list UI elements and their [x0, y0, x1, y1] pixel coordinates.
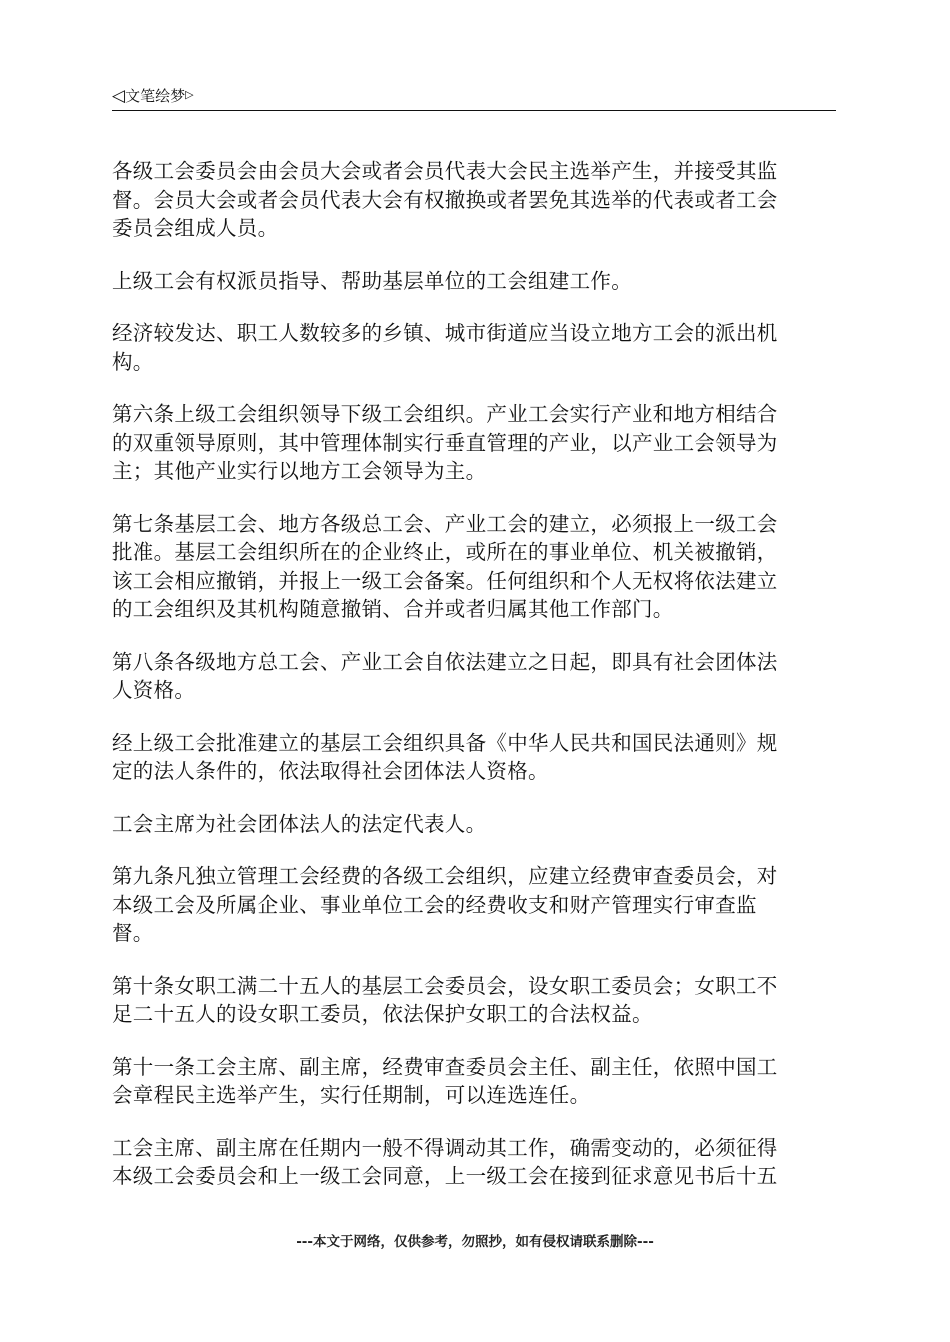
paragraph-article-8 [112, 648, 812, 705]
text-line: 的工会组织及其机构随意撤销、合并或者归属其他工作部门。 [112, 597, 674, 621]
text-line: 工会主席为社会团体法人的法定代表人。 [112, 811, 487, 836]
paragraph-article-6 [112, 400, 812, 486]
paragraph-legal-person [112, 729, 812, 786]
paragraph-3 [112, 319, 812, 376]
page-footer-disclaimer: ---本文于网络，仅供参考，勿照抄，如有侵权请联系删除--- [296, 1234, 654, 1250]
text-line: 主；其他产业实行以地方工会领导为主。 [112, 459, 487, 483]
paragraph-article-9 [112, 862, 812, 948]
paragraph-chairman-transfer [112, 1134, 812, 1191]
paragraph-article-11 [112, 1053, 812, 1110]
text-line: 人资格。 [112, 678, 196, 702]
text-line: 各级工会委员会由会员大会或者会员代表大会民主选举产生，并接受其监 [112, 159, 778, 183]
left-triangle-icon: ◁ [112, 86, 126, 106]
text-line: 本级工会及所属企业、事业单位工会的经费收支和财产管理实行审查监 [112, 892, 757, 917]
paragraph-1 [112, 157, 812, 243]
text-line: 第十条女职工满二十五人的基层工会委员会，设女职工委员会；女职工不 [112, 973, 778, 998]
text-line: 上级工会有权派员指导、帮助基层单位的工会组建工作。 [112, 268, 632, 293]
text-line: 的双重领导原则，其中管理体制实行垂直管理的产业，以产业工会领导为 [112, 430, 778, 455]
text-line: 督。会员大会或者会员代表大会有权撤换或者罢免其选举的代表或者工会 [112, 187, 778, 212]
text-line: 经上级工会批准建立的基层工会组织具备《中华人民共和国民法通则》规 [112, 730, 778, 755]
text-line: 本级工会委员会和上一级工会同意，上一级工会在接到征求意见书后十五 [112, 1164, 778, 1188]
text-line: 第七条基层工会、地方各级总工会、产业工会的建立，必须报上一级工会 [112, 511, 778, 536]
text-line: 工会主席、副主席在任期内一般不得调动其工作，确需变动的，必须征得 [112, 1135, 778, 1160]
text-line: 督。 [112, 921, 154, 945]
text-line: 批准。基层工会组织所在的企业终止，或所在的事业单位、机关被撤销， [112, 540, 778, 564]
text-line: 第九条凡独立管理工会经费的各级工会组织，应建立经费审查委员会，对 [112, 864, 778, 888]
text-line: 委员会组成人员。 [112, 216, 279, 240]
page-header [112, 84, 836, 112]
document-body [112, 157, 812, 1215]
text-line: 第六条上级工会组织领导下级工会组织。产业工会实行产业和地方相结合 [112, 402, 778, 426]
text-line: 该工会相应撤销，并报上一级工会备案。任何组织和个人无权将依法建立 [112, 568, 778, 593]
right-triangle-icon: ▷ [185, 88, 194, 101]
text-line: 构。 [112, 349, 154, 374]
paragraph-article-7 [112, 510, 812, 624]
text-line: 定的法人条件的，依法取得社会团体法人资格。 [112, 759, 549, 783]
text-line: 第十一条工会主席、副主席，经费审查委员会主任、副主任，依照中国工 [112, 1054, 778, 1079]
text-line: 会章程民主选举产生，实行任期制，可以连选连任。 [112, 1083, 591, 1107]
text-line: 第八条各级地方总工会、产业工会自依法建立之日起，即具有社会团体法 [112, 649, 778, 674]
brand-name: 文笔绘梦 [125, 87, 186, 105]
header-brand [112, 84, 194, 107]
header-divider [112, 110, 836, 111]
text-line: 足二十五人的设女职工委员，依法保护女职工的合法权益。 [112, 1002, 653, 1026]
text-line: 经济较发达、职工人数较多的乡镇、城市街道应当设立地方工会的派出机 [112, 321, 778, 345]
paragraph-2 [112, 267, 812, 296]
paragraph-legal-representative [112, 810, 812, 839]
paragraph-article-10 [112, 972, 812, 1029]
